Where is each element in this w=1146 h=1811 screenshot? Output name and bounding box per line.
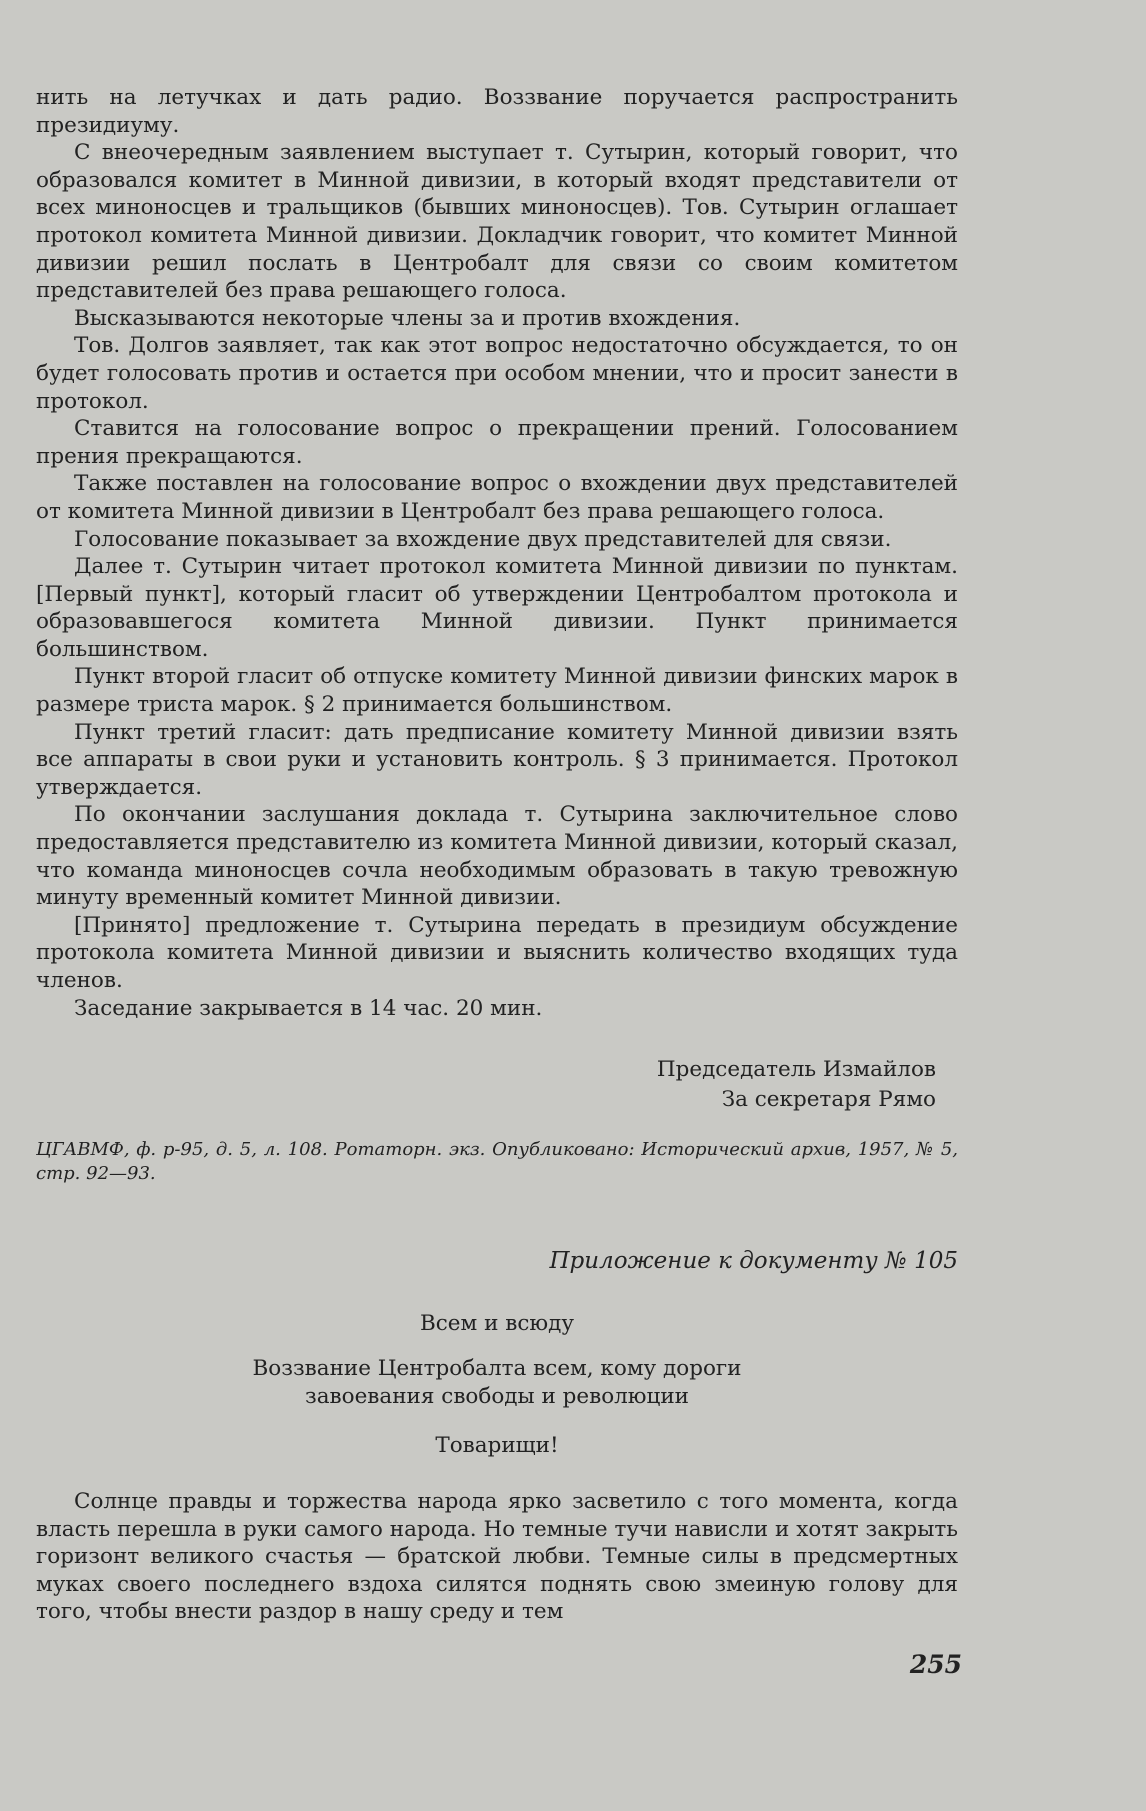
secretary-signature: За секретаря Рямо — [721, 1087, 936, 1112]
paragraph: Пункт второй гласит об отпуске комитету Минной дивизии финских марок в размере триста марок. § 2 принимается большинством. — [36, 664, 958, 718]
chairman-signature: Председатель Измайлов — [656, 1057, 936, 1082]
paragraph: По окончании заслушания доклада т. Сутырина заключительное слово предоставляется представителю из комитета Минной дивизии, который сказал, что команда миноносцев сочла необходимым образовать в такую тревожную минуту временный комитет Минной дивизии. — [36, 802, 958, 911]
appeal-text: Солнце правды и торжества народа ярко засветило с того момента, когда власть перешла в руки самого народа. Но темные тучи нависли и хотят закрыть горизонт великого счастья — братской любви. Темные силы в предсмертных муках своего последнего вздоха силятся поднять свою змеиную голову для того, чтобы внести раздор в нашу среду и тем — [36, 1489, 958, 1625]
salutation: Товарищи! — [435, 1433, 559, 1458]
page-number: 255 — [909, 1650, 962, 1679]
paragraph: Пункт третий гласит: дать предписание комитету Минной дивизии взять все аппараты в свои руки и установить контроль. § 3 принимается. Протокол утверждается. — [36, 719, 958, 800]
appeal-title — [36, 1355, 958, 1411]
archive-citation: ЦГАВМФ, ф. р-95, д. 5, л. 108. Ротаторн. экз. Опубликовано: Исторический архив, 1957, № 5, стр. 92—93. — [36, 1139, 958, 1184]
paragraph: С внеочередным заявлением выступает т. Сутырин, который говорит, что образовался комитет в Минной дивизии, в который входят представители от всех миноносцев и тральщиков (бывших миноносцев). Тов. Сутырин оглашает протокол комитета Минной дивизии. Докладчик говорит, что комитет Минной дивизии решил послать в Центробалт для связи со своим комитетом представителей без права решающего голоса. — [36, 140, 958, 304]
paragraph: нить на летучках и дать радио. Воззвание поручается распространить президиуму. — [36, 85, 958, 138]
body-text — [36, 84, 958, 1022]
paragraph: Высказываются некоторые члены за и против вхождения. — [74, 305, 741, 331]
appeal-title-line: завоевания свободы и революции — [304, 1384, 690, 1409]
appeal-address: Всем и всюду — [419, 1311, 575, 1336]
appendix-title: Приложение к документу № 105 — [549, 1248, 958, 1274]
signature-block — [657, 1055, 936, 1115]
paragraph: Также поставлен на голосование вопрос о вхождении двух представителей от комитета Минной дивизии в Центробалт без права решающего голоса. — [36, 471, 958, 524]
paragraph: Заседание закрывается в 14 час. 20 мин. — [74, 995, 543, 1021]
appeal-title-line: Воззвание Центробалта всем, кому дороги — [252, 1356, 742, 1381]
paragraph: Голосование показывает за вхождение двух представителей для связи. — [74, 526, 892, 552]
paragraph: Ставится на голосование вопрос о прекращении прений. Голосованием прения прекращаются. — [36, 416, 958, 469]
paragraph: Тов. Долгов заявляет, так как этот вопрос недостаточно обсуждается, то он будет голосовать против и остается при особом мнении, что и просит занести в протокол. — [36, 333, 958, 414]
paragraph: Далее т. Сутырин читает протокол комитета Минной дивизии по пунктам. [Первый пункт], который гласит об утверждении Центробалтом протокола и образовавшегося комитета Минной дивизии. Пункт принимается большинством. — [36, 554, 958, 662]
paragraph: [Принято] предложение т. Сутырина передать в президиум обсуждение протокола комитета Минной дивизии и выяснить количество входящих туда членов. — [36, 912, 958, 993]
